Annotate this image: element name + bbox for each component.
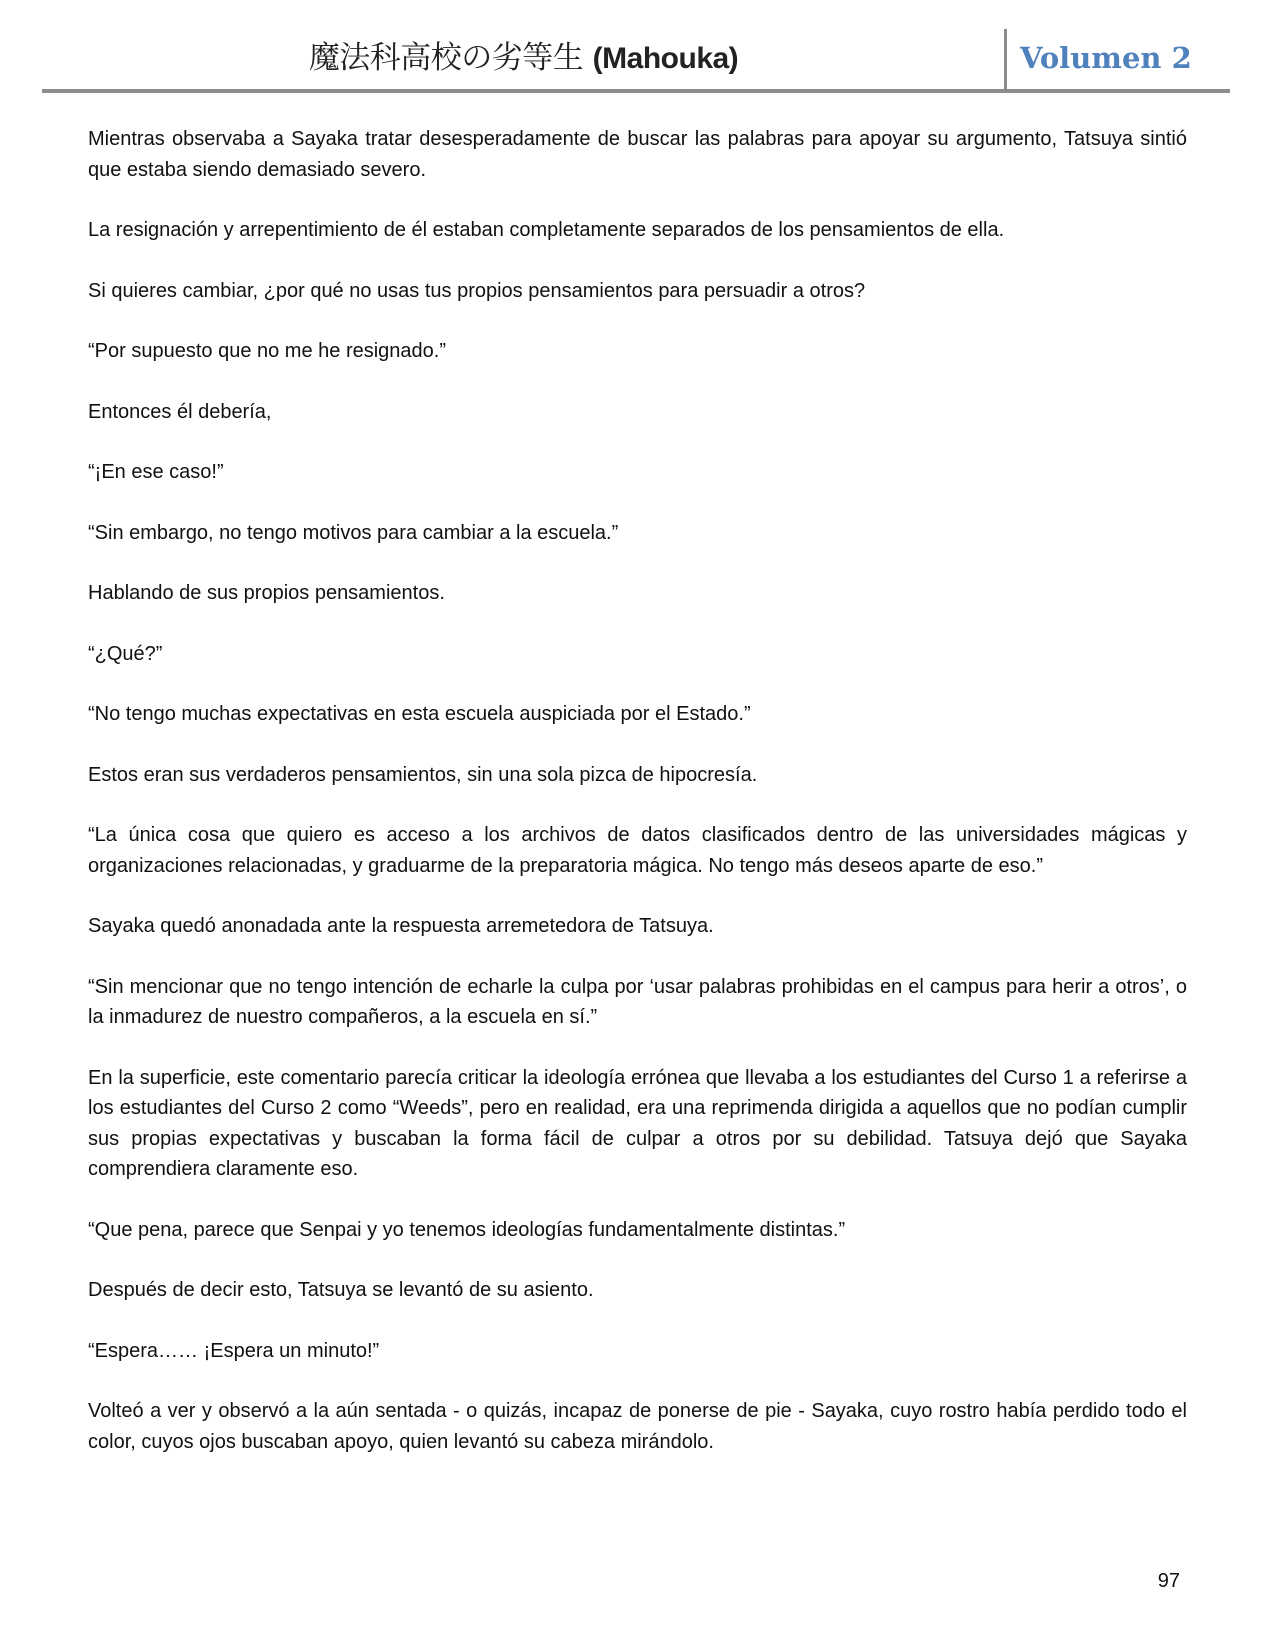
paragraph: Después de decir esto, Tatsuya se levantó de su asiento. — [88, 1279, 594, 1301]
series-title-japanese: 魔法科高校の劣等生 — [308, 40, 584, 76]
paragraph: “Por supuesto que no me he resignado.” — [88, 340, 446, 362]
body-text — [88, 124, 1187, 1487]
page-number: 97 — [1157, 1570, 1180, 1592]
paragraph: La resignación y arrepentimiento de él estaban completamente separados de los pensamientos de ella. — [88, 219, 1005, 241]
series-title-latin: (Mahouka) — [592, 42, 739, 75]
paragraph: “Sin embargo, no tengo motivos para cambiar a la escuela.” — [88, 521, 619, 544]
paragraph: “Que pena, parece que Senpai y yo tenemos ideologías fundamentalmente distintas.” — [88, 1218, 846, 1241]
paragraph: Si quieres cambiar, ¿por qué no usas tus propios pensamientos para persuadir a otros? — [88, 279, 866, 302]
paragraph: En la superficie, este comentario parecía criticar la ideología errónea que llevaba a los estudiantes del Curso 1 a referirse a los estudiantes del Curso 2 como “Weeds”, pero en realidad, era una reprimenda dirigida a aquellos que no podían cumplir sus propias expectativas y buscaban la forma fácil de culpar a otros por su debilidad. Tatsuya dejó que Sayaka comprendiera claramente eso. — [88, 1066, 1187, 1180]
paragraph: “La única cosa que quiero es acceso a los archivos de datos clasificados dentro de las universidades mágicas y organizaciones relacionadas, y graduarme de la preparatoria mágica. No tengo más deseos aparte de eso.” — [88, 824, 1187, 877]
paragraph: Sayaka quedó anonadada ante la respuesta arremetedora de Tatsuya. — [88, 915, 714, 937]
paragraph: “¿Qué?” — [88, 642, 163, 665]
paragraph: Entonces él debería, — [88, 400, 272, 423]
paragraph: “No tengo muchas expectativas en esta escuela auspiciada por el Estado.” — [88, 703, 751, 725]
paragraph: Estos eran sus verdaderos pensamientos, sin una sola pizca de hipocresía. — [88, 763, 758, 786]
running-header-title — [42, 36, 1005, 81]
volume-label: Volumen 2 — [1020, 41, 1192, 75]
paragraph: Volteó a ver y observó a la aún sentada - o quizás, incapaz de ponerse de pie - Sayaka, cuyo rostro había perdido todo el color, cuyos ojos buscaban apoyo, quien levantó su cabeza mirándolo. — [88, 1400, 1187, 1453]
paragraph: “Sin mencionar que no tengo intención de echarle la culpa por ‘usar palabras prohibidas en el campus para herir a otros’, o la inmadurez de nuestro compañeros, a la escuela en sí.” — [88, 975, 1187, 1028]
header-rule — [42, 89, 1230, 93]
header-vertical-divider — [1004, 29, 1007, 91]
paragraph: “Espera…… ¡Espera un minuto!” — [88, 1339, 380, 1362]
paragraph: Hablando de sus propios pensamientos. — [88, 582, 445, 604]
paragraph: Mientras observaba a Sayaka tratar desesperadamente de buscar las palabras para apoyar su argumento, Tatsuya sintió que estaba siendo demasiado severo. — [88, 128, 1187, 181]
paragraph: “¡En ese caso!” — [88, 461, 224, 483]
